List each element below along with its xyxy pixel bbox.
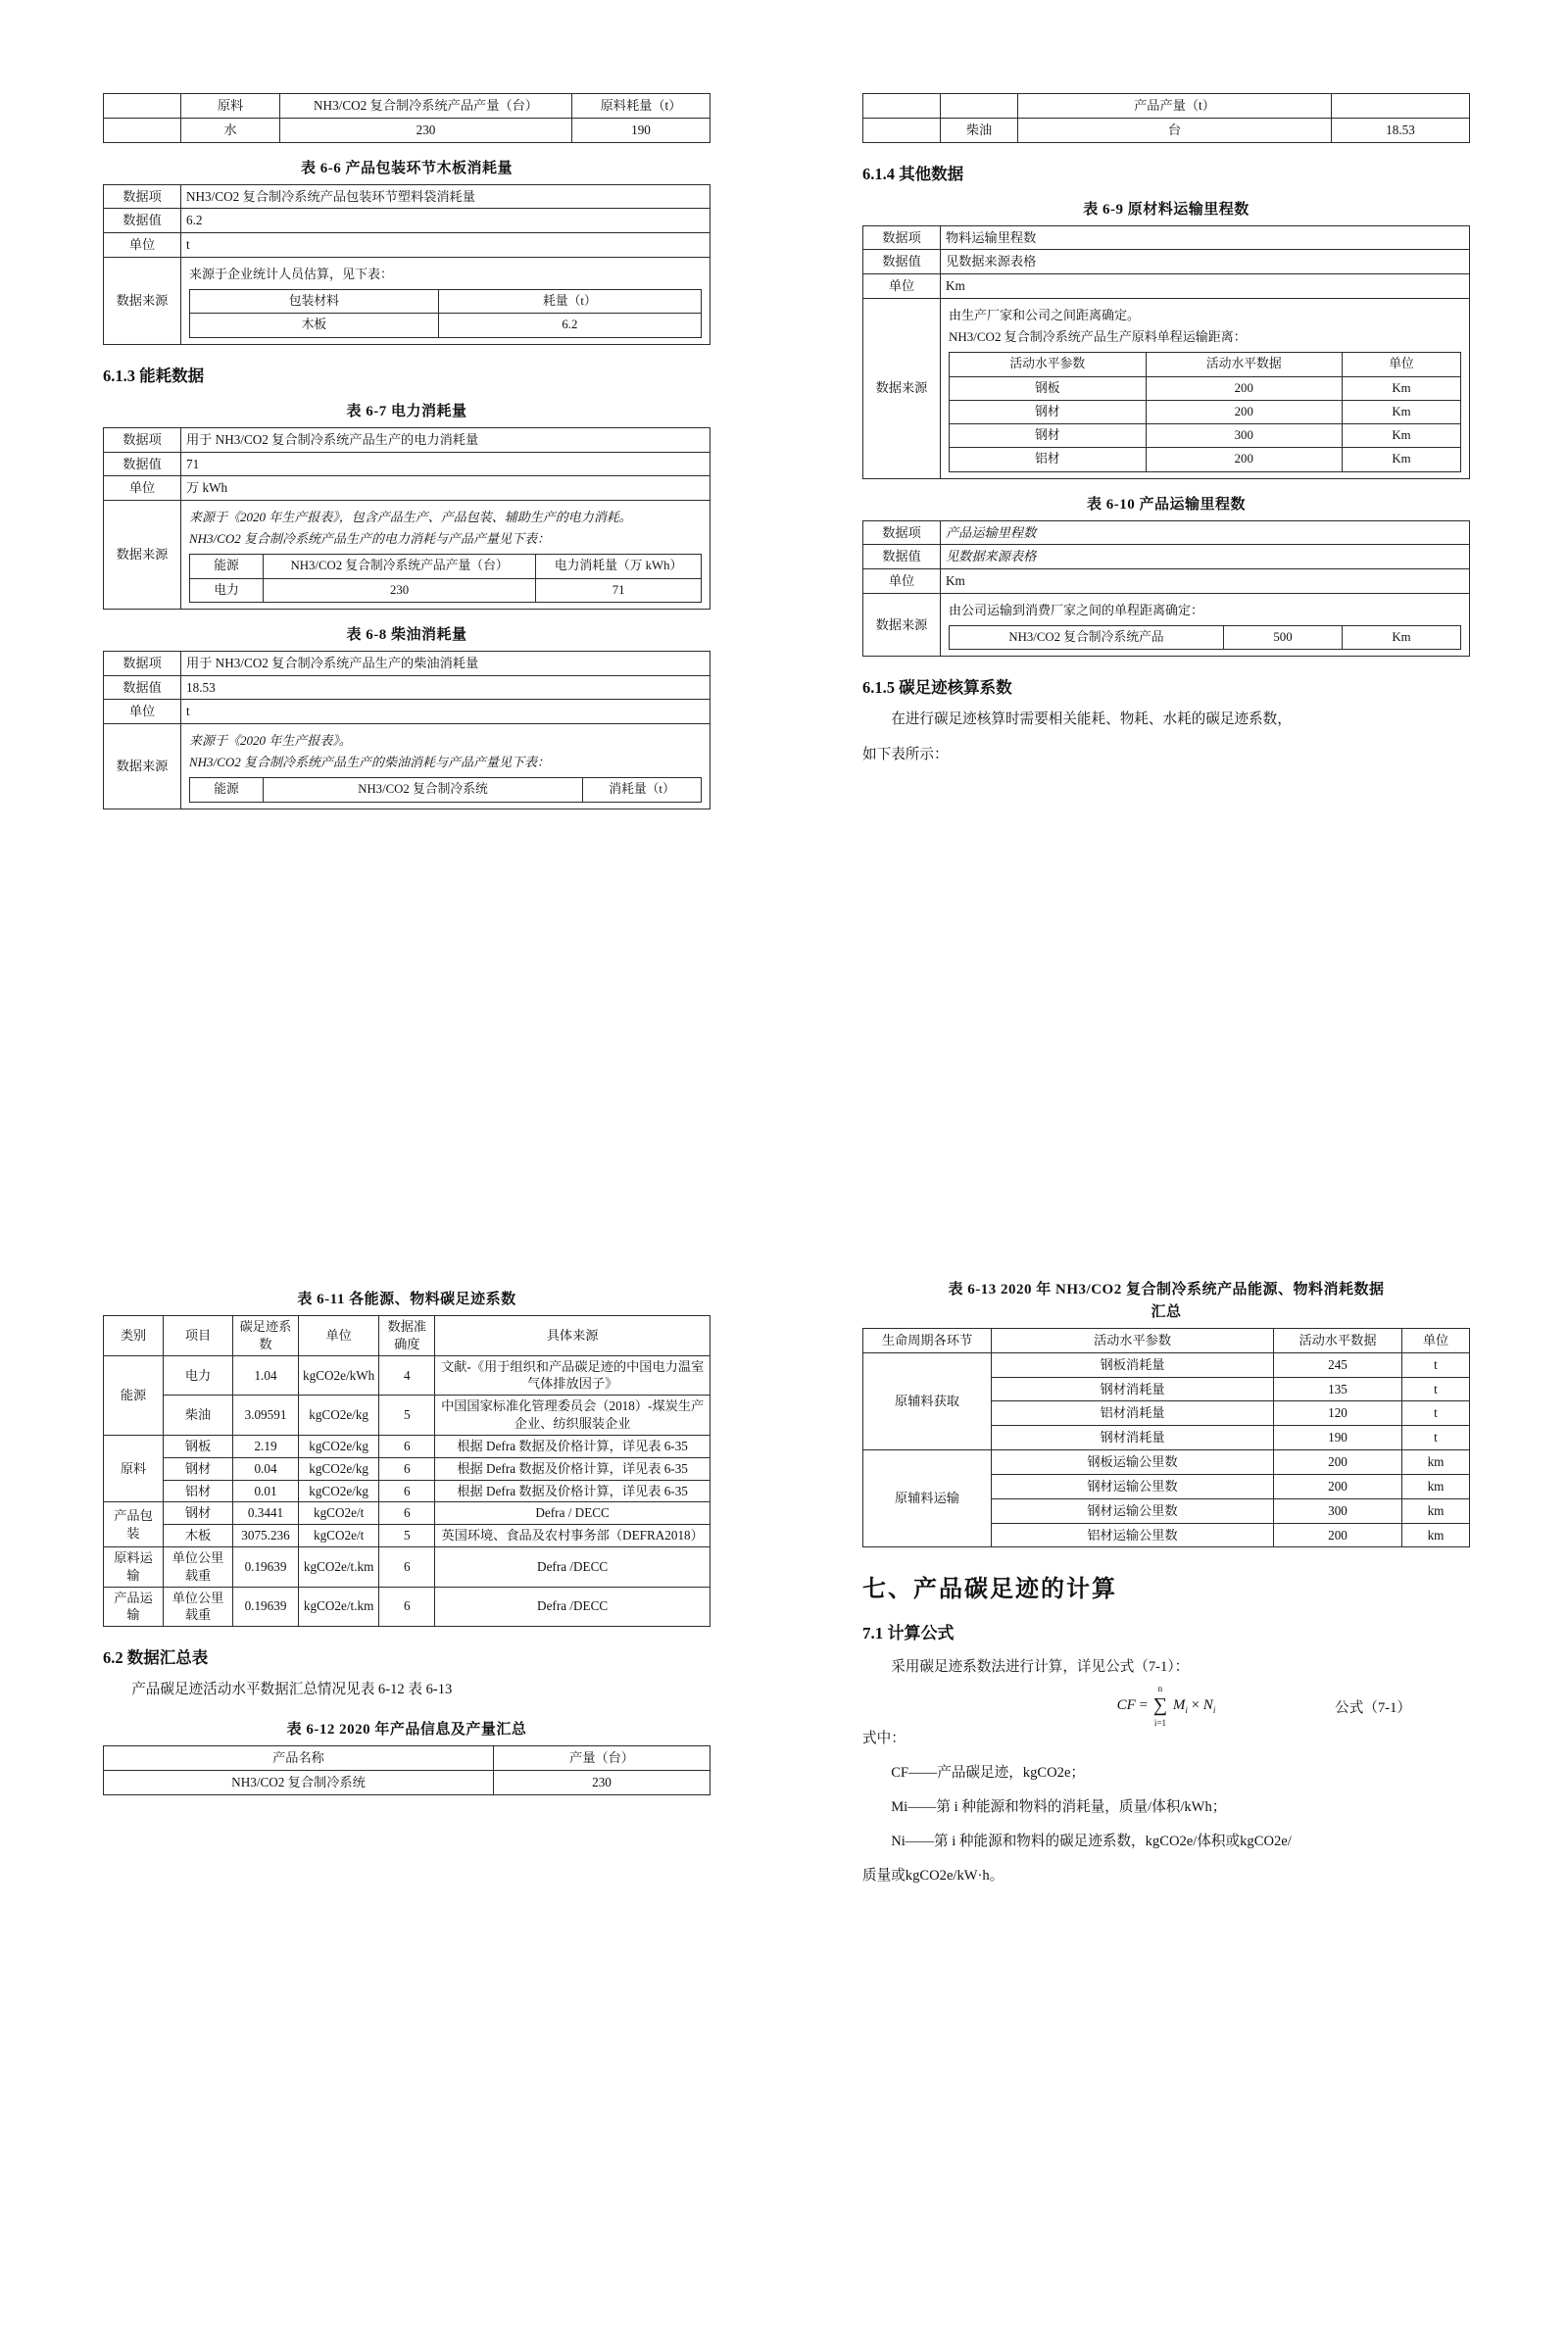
table-row — [950, 448, 1461, 471]
col-header-output: 产量（台） — [494, 1746, 710, 1771]
row-label-dataitem: 数据项 — [863, 225, 941, 250]
table-6-13 — [862, 1328, 1470, 1547]
table-row — [863, 520, 1470, 545]
cell-unit: kgCO2e/kg — [299, 1457, 379, 1480]
table-row — [104, 258, 710, 345]
cell-inner-header-3: 电力消耗量（万 kWh） — [536, 555, 702, 578]
cell-value: 190 — [1274, 1426, 1402, 1450]
cell-unit: t — [1402, 1401, 1470, 1426]
row-value-datavalue: 见数据来源表格 — [941, 250, 1470, 274]
table-row — [104, 452, 710, 476]
inner-table-6-6 — [189, 289, 702, 338]
summation-upper: n — [1157, 1683, 1163, 1693]
source-note-1: 来源于《2020 年生产报表》。 — [189, 733, 352, 749]
row-value-source — [941, 299, 1470, 479]
cell-inner-3: Km — [1343, 448, 1461, 471]
cell-inner-2: 230 — [264, 578, 536, 602]
col-header-value: 活动水平数据 — [1274, 1329, 1402, 1353]
cell-output: 230 — [494, 1771, 710, 1795]
table-row — [104, 1355, 710, 1396]
cell-empty-2 — [941, 94, 1018, 119]
row-value-unit: Km — [941, 569, 1470, 594]
cell-accuracy: 6 — [379, 1457, 435, 1480]
cell-unit: kgCO2e/t — [299, 1525, 379, 1547]
row-value-datavalue: 71 — [181, 452, 710, 476]
table-row — [190, 290, 702, 314]
cell-inner-header-1: 活动水平参数 — [950, 353, 1147, 376]
table-row — [104, 675, 710, 700]
table-continued-top-right — [862, 93, 1470, 143]
col-header-factor: 碳足迹系数 — [233, 1316, 299, 1356]
heading-6-1-3: 6.1.3 能耗数据 — [103, 366, 205, 385]
cell-unit: t — [1402, 1426, 1470, 1450]
cell-unit: kgCO2e/t.km — [299, 1587, 379, 1627]
cell-factor: 0.19639 — [233, 1587, 299, 1627]
row-label-source: 数据来源 — [863, 594, 941, 657]
table-row — [104, 209, 710, 233]
cell-inner-header-2: NH3/CO2 复合制冷系统 — [264, 778, 583, 802]
row-label-unit: 单位 — [863, 569, 941, 594]
heading-chapter-7: 七、产品碳足迹的计算 — [862, 1577, 1117, 1603]
cell-inner-2: 200 — [1146, 376, 1343, 400]
table-row — [104, 1396, 710, 1436]
row-value-unit: Km — [941, 274, 1470, 299]
table-row — [104, 118, 710, 142]
source-note-2: NH3/CO2 复合制冷系统产品生产原料单程运输距离： — [949, 329, 1247, 345]
cell-parameter: 钢材运输公里数 — [992, 1498, 1274, 1523]
table-row — [104, 1502, 710, 1525]
source-note-1: 由公司运输到消费厂家之间的单程距离确定： — [949, 603, 1204, 618]
table-6-9 — [862, 225, 1470, 479]
row-label-datavalue: 数据值 — [104, 209, 181, 233]
definition-ni-cont: 质量或kgCO2e/kW·h。 — [862, 1868, 1004, 1885]
row-value-dataitem: NH3/CO2 复合制冷系统产品包装环节塑料袋消耗量 — [181, 184, 710, 209]
paragraph-6-2: 产品碳足迹活动水平数据汇总情况见表 6-12 表 6-13 — [131, 1682, 453, 1698]
cell-product-name: NH3/CO2 复合制冷系统 — [104, 1771, 494, 1795]
table-caption-6-10: 表 6-10 产品运输里程数 — [1087, 496, 1246, 513]
row-value-source — [181, 724, 710, 808]
cell-inner-1: NH3/CO2 复合制冷系统产品 — [950, 626, 1224, 650]
row-value-dataitem: 用于 NH3/CO2 复合制冷系统产品生产的电力消耗量 — [181, 427, 710, 452]
cell-inner-header-2: NH3/CO2 复合制冷系统产品产量（台） — [264, 555, 536, 578]
cell-category: 原料 — [104, 1435, 164, 1501]
heading-7-1: 7.1 计算公式 — [862, 1624, 955, 1643]
cell-inner-header-3: 消耗量（t） — [583, 778, 702, 802]
table-row — [863, 1329, 1470, 1353]
table-row — [863, 1450, 1470, 1475]
cell-inner-2: 300 — [1146, 424, 1343, 448]
cell-category: 产品包装 — [104, 1502, 164, 1547]
row-label-unit: 单位 — [104, 700, 181, 724]
cell-output: 230 — [280, 118, 572, 142]
col-header-unit: 单位 — [299, 1316, 379, 1356]
table-row — [104, 700, 710, 724]
cell-factor: 2.19 — [233, 1435, 299, 1457]
col-header-source: 具体来源 — [435, 1316, 710, 1356]
table-row — [950, 376, 1461, 400]
table-row — [104, 1771, 710, 1795]
table-row — [104, 1480, 710, 1502]
row-label-dataitem: 数据项 — [104, 184, 181, 209]
cell-factor: 0.01 — [233, 1480, 299, 1502]
cell-source: 文献-《用于组织和产品碳足迹的中国电力温室气体排放因子》 — [435, 1355, 710, 1396]
left-column — [103, 93, 710, 809]
row-label-dataitem: 数据项 — [104, 651, 181, 675]
table-row — [863, 594, 1470, 657]
cell-source: Defra /DECC — [435, 1587, 710, 1627]
cell-accuracy: 6 — [379, 1502, 435, 1525]
col-header-unit: 单位 — [1402, 1329, 1470, 1353]
table-row — [104, 184, 710, 209]
cell-factor: 1.04 — [233, 1355, 299, 1396]
cell-value: 200 — [1274, 1474, 1402, 1498]
cell-material: 水 — [181, 118, 280, 142]
cell-unit: kgCO2e/kg — [299, 1435, 379, 1457]
cell-unit: km — [1402, 1523, 1470, 1547]
cell-source: Defra /DECC — [435, 1546, 710, 1587]
source-note-2: NH3/CO2 复合制冷系统产品生产的柴油消耗与产品产量见下表： — [189, 755, 550, 770]
cell-inner-header-2: 耗量（t） — [438, 290, 701, 314]
cell-item: 钢材 — [164, 1502, 233, 1525]
table-row — [863, 118, 1470, 142]
source-note: 来源于企业统计人员估算，见下表： — [189, 267, 394, 282]
paragraph-6-1-5-a: 在进行碳足迹核算时需要相关能耗、物耗、水耗的碳足迹系数， — [891, 711, 1292, 728]
table-row — [104, 1546, 710, 1587]
row-label-unit: 单位 — [104, 233, 181, 258]
cell-unit: km — [1402, 1498, 1470, 1523]
table-row — [104, 1525, 710, 1547]
table-row — [104, 501, 710, 610]
cell-item: 铝材 — [164, 1480, 233, 1502]
row-value-source — [181, 501, 710, 610]
table-row — [950, 424, 1461, 448]
cell-inner-2: 6.2 — [438, 314, 701, 337]
table-row — [190, 555, 702, 578]
cell-inner-header-1: 能源 — [190, 778, 264, 802]
col-header-item: 项目 — [164, 1316, 233, 1356]
row-label-unit: 单位 — [104, 476, 181, 501]
cell-accuracy: 4 — [379, 1355, 435, 1396]
cell-category: 原料运输 — [104, 1546, 164, 1587]
cell-factor: 0.19639 — [233, 1546, 299, 1587]
cell-inner-2: 500 — [1224, 626, 1343, 650]
table-row — [863, 274, 1470, 299]
cell-value: 200 — [1274, 1450, 1402, 1475]
source-note-1: 由生产厂家和公司之间距离确定。 — [949, 308, 1141, 323]
col-header-category: 类别 — [104, 1316, 164, 1356]
row-label-datavalue: 数据值 — [104, 675, 181, 700]
table-row — [104, 476, 710, 501]
cell-energy: 柴油 — [941, 118, 1018, 142]
table-6-12 — [103, 1745, 710, 1795]
cell-inner-header-1: 能源 — [190, 555, 264, 578]
cell-unit: t — [1402, 1352, 1470, 1377]
cell-empty — [104, 118, 181, 142]
table-row — [863, 1352, 1470, 1377]
inner-table-6-9 — [949, 352, 1461, 471]
table-row — [863, 250, 1470, 274]
table-6-7 — [103, 427, 710, 610]
table-caption-6-9: 表 6-9 原材料运输里程数 — [1083, 201, 1250, 218]
left-column-lower — [103, 1274, 710, 1795]
table-6-8 — [103, 651, 710, 809]
table-6-11 — [103, 1315, 710, 1627]
cell-accuracy: 6 — [379, 1435, 435, 1457]
row-label-source: 数据来源 — [104, 258, 181, 345]
formula-number: 公式（7-1） — [1335, 1699, 1411, 1716]
row-value-source — [181, 258, 710, 345]
formula-lhs: CF = — [1116, 1696, 1149, 1713]
cell-empty-1 — [863, 94, 941, 119]
cell-parameter: 钢材消耗量 — [992, 1377, 1274, 1401]
table-row — [104, 1435, 710, 1457]
table-caption-6-8: 表 6-8 柴油消耗量 — [346, 626, 467, 643]
row-value-datavalue: 6.2 — [181, 209, 710, 233]
cell-parameter: 铝材运输公里数 — [992, 1523, 1274, 1547]
cell-empty — [104, 94, 181, 119]
cell-source: 根据 Defra 数据及价格计算，详见表 6-35 — [435, 1480, 710, 1502]
cell-stage: 原辅料运输 — [863, 1450, 992, 1547]
col-header-stage: 生命周期各环节 — [863, 1329, 992, 1353]
cell-header-material: 原料 — [181, 94, 280, 119]
cell-value: 120 — [1274, 1401, 1402, 1426]
cell-parameter: 钢材运输公里数 — [992, 1474, 1274, 1498]
table-caption-6-7: 表 6-7 电力消耗量 — [346, 403, 467, 419]
cell-unit: kgCO2e/t.km — [299, 1546, 379, 1587]
cell-inner-1: 电力 — [190, 578, 264, 602]
table-row — [104, 94, 710, 119]
row-label-dataitem: 数据项 — [104, 427, 181, 452]
col-header-product-name: 产品名称 — [104, 1746, 494, 1771]
cell-inner-3: 71 — [536, 578, 702, 602]
cell-item: 电力 — [164, 1355, 233, 1396]
cell-empty-4 — [863, 118, 941, 142]
cell-accuracy: 6 — [379, 1546, 435, 1587]
paragraph-6-1-5-b: 如下表所示： — [862, 746, 949, 762]
definition-cf: CF——产品碳足迹，kgCO2e； — [891, 1764, 1086, 1781]
row-value-dataitem: 物料运输里程数 — [941, 225, 1470, 250]
row-value-unit: t — [181, 233, 710, 258]
cell-accuracy: 5 — [379, 1396, 435, 1436]
table-row — [104, 1457, 710, 1480]
table-row — [863, 569, 1470, 594]
cell-factor: 3075.236 — [233, 1525, 299, 1547]
table-row — [863, 94, 1470, 119]
cell-accuracy: 6 — [379, 1587, 435, 1627]
row-label-datavalue: 数据值 — [863, 545, 941, 569]
cell-unit: km — [1402, 1450, 1470, 1475]
table-row — [104, 1316, 710, 1356]
row-label-datavalue: 数据值 — [104, 452, 181, 476]
cell-unit: kgCO2e/kWh — [299, 1355, 379, 1396]
cell-value: 245 — [1274, 1352, 1402, 1377]
table-caption-6-6: 表 6-6 产品包装环节木板消耗量 — [301, 160, 513, 176]
inner-table-6-10 — [949, 625, 1461, 650]
cell-inner-1: 钢材 — [950, 424, 1147, 448]
cell-item: 柴油 — [164, 1396, 233, 1436]
inner-table-6-7 — [189, 554, 702, 603]
table-caption-6-13-line2: 汇总 — [1151, 1304, 1182, 1320]
table-caption-6-12: 表 6-12 2020 年产品信息及产量汇总 — [286, 1722, 527, 1739]
cell-factor: 3.09591 — [233, 1396, 299, 1436]
table-row — [863, 299, 1470, 479]
row-value-source — [941, 594, 1470, 657]
table-6-6 — [103, 184, 710, 345]
cell-parameter: 铝材消耗量 — [992, 1401, 1274, 1426]
paragraph-7-1: 采用碳足迹系数法进行计算，详见公式（7-1）： — [891, 1659, 1190, 1676]
source-note-2: NH3/CO2 复合制冷系统产品生产的电力消耗与产品产量见下表： — [189, 531, 550, 547]
cell-parameter: 钢板消耗量 — [992, 1352, 1274, 1377]
table-row — [950, 400, 1461, 423]
cell-header-output: 产品产量（t） — [1018, 94, 1332, 119]
cell-accuracy: 6 — [379, 1480, 435, 1502]
row-label-source: 数据来源 — [863, 299, 941, 479]
cell-item: 钢材 — [164, 1457, 233, 1480]
row-value-datavalue: 18.53 — [181, 675, 710, 700]
table-row — [190, 778, 702, 802]
cell-item: 钢板 — [164, 1435, 233, 1457]
cell-value: 300 — [1274, 1498, 1402, 1523]
table-6-10 — [862, 520, 1470, 658]
heading-6-1-4: 6.1.4 其他数据 — [862, 164, 964, 183]
table-row — [190, 578, 702, 602]
cell-inner-1: 木板 — [190, 314, 439, 337]
cell-item: 单位公里载重 — [164, 1546, 233, 1587]
table-row — [190, 314, 702, 337]
table-row — [863, 225, 1470, 250]
cell-accuracy: 5 — [379, 1525, 435, 1547]
cell-inner-3: Km — [1343, 424, 1461, 448]
cell-consumption: 190 — [572, 118, 710, 142]
right-column-lower — [862, 1264, 1470, 1896]
table-row — [950, 626, 1461, 650]
cell-unit: 台 — [1018, 118, 1332, 142]
table-row — [950, 353, 1461, 376]
cell-item: 单位公里载重 — [164, 1587, 233, 1627]
cell-factor: 0.3441 — [233, 1502, 299, 1525]
table-row — [104, 427, 710, 452]
cell-factor: 0.04 — [233, 1457, 299, 1480]
cell-value: 200 — [1274, 1523, 1402, 1547]
cell-inner-2: 200 — [1146, 400, 1343, 423]
cell-inner-3: Km — [1343, 626, 1461, 650]
cell-category: 能源 — [104, 1355, 164, 1435]
cell-inner-1: 钢板 — [950, 376, 1147, 400]
definition-mi: Mi——第 i 种能源和物料的消耗量，质量/体积/kWh； — [891, 1798, 1227, 1815]
right-column — [862, 93, 1470, 775]
heading-6-2: 6.2 数据汇总表 — [103, 1648, 209, 1668]
cell-value: 135 — [1274, 1377, 1402, 1401]
table-row — [104, 724, 710, 808]
cell-inner-header-1: 包装材料 — [190, 290, 439, 314]
cell-header-output: NH3/CO2 复合制冷系统产品产量（台） — [280, 94, 572, 119]
table-row — [104, 1587, 710, 1627]
cell-inner-header-2: 活动水平数据 — [1146, 353, 1343, 376]
cell-unit: kgCO2e/t — [299, 1502, 379, 1525]
definition-ni: Ni——第 i 种能源和物料的碳足迹系数，kgCO2e/体积或kgCO2e/ — [891, 1834, 1292, 1850]
cell-header-consumption: 原料耗量（t） — [572, 94, 710, 119]
row-label-datavalue: 数据值 — [863, 250, 941, 274]
cell-inner-1: 铝材 — [950, 448, 1147, 471]
table-row — [104, 233, 710, 258]
formula-7-1 — [862, 1683, 1470, 1728]
cell-source: Defra / DECC — [435, 1502, 710, 1525]
cell-empty-3 — [1332, 94, 1470, 119]
table-continued-top-left — [103, 93, 710, 143]
cell-unit: kgCO2e/kg — [299, 1480, 379, 1502]
row-value-unit: 万 kWh — [181, 476, 710, 501]
cell-category: 产品运输 — [104, 1587, 164, 1627]
row-value-dataitem: 用于 NH3/CO2 复合制冷系统产品生产的柴油消耗量 — [181, 651, 710, 675]
cell-source: 根据 Defra 数据及价格计算，详见表 6-35 — [435, 1435, 710, 1457]
col-header-parameter: 活动水平参数 — [992, 1329, 1274, 1353]
cell-value: 18.53 — [1332, 118, 1470, 142]
summation-lower: i=1 — [1153, 1717, 1166, 1728]
table-row — [104, 1746, 710, 1771]
cell-unit: kgCO2e/kg — [299, 1396, 379, 1436]
inner-table-6-8 — [189, 777, 702, 802]
cell-parameter: 钢材消耗量 — [992, 1426, 1274, 1450]
table-caption-6-13-line1: 表 6-13 2020 年 NH3/CO2 复合制冷系统产品能源、物料消耗数据 — [948, 1282, 1385, 1298]
summation-symbol: n ∑ i=1 — [1152, 1683, 1168, 1728]
cell-inner-3: Km — [1343, 376, 1461, 400]
cell-inner-3: Km — [1343, 400, 1461, 423]
table-row — [104, 651, 710, 675]
row-label-source: 数据来源 — [104, 724, 181, 808]
cell-source: 中国国家标准化管理委员会（2018）-煤炭生产企业、纺织服装企业 — [435, 1396, 710, 1436]
row-label-dataitem: 数据项 — [863, 520, 941, 545]
heading-6-1-5: 6.1.5 碳足迹核算系数 — [862, 678, 1012, 698]
cell-item: 木板 — [164, 1525, 233, 1547]
table-row — [863, 545, 1470, 569]
cell-inner-2: 200 — [1146, 448, 1343, 471]
cell-unit: km — [1402, 1474, 1470, 1498]
row-value-dataitem: 产品运输里程数 — [941, 520, 1470, 545]
cell-source: 根据 Defra 数据及价格计算，详见表 6-35 — [435, 1457, 710, 1480]
row-label-source: 数据来源 — [104, 501, 181, 610]
cell-inner-1: 钢材 — [950, 400, 1147, 423]
cell-source: 英国环境、食品及农村事务部（DEFRA2018） — [435, 1525, 710, 1547]
formula-terms: $M_i \times N_i$ — [1172, 1696, 1216, 1715]
cell-inner-header-3: 单位 — [1343, 353, 1461, 376]
col-header-accuracy: 数据准确度 — [379, 1316, 435, 1356]
source-note-1: 来源于《2020 年生产报表》，包含产品生产、产品包装、辅助生产的电力消耗。 — [189, 510, 632, 525]
cell-unit: t — [1402, 1377, 1470, 1401]
row-value-unit: t — [181, 700, 710, 724]
cell-stage: 原辅料获取 — [863, 1352, 992, 1449]
where-label: 式中： — [862, 1730, 906, 1746]
table-caption-6-11: 表 6-11 各能源、物料碳足迹系数 — [297, 1292, 516, 1307]
cell-parameter: 钢板运输公里数 — [992, 1450, 1274, 1475]
row-value-datavalue: 见数据来源表格 — [941, 545, 1470, 569]
row-label-unit: 单位 — [863, 274, 941, 299]
